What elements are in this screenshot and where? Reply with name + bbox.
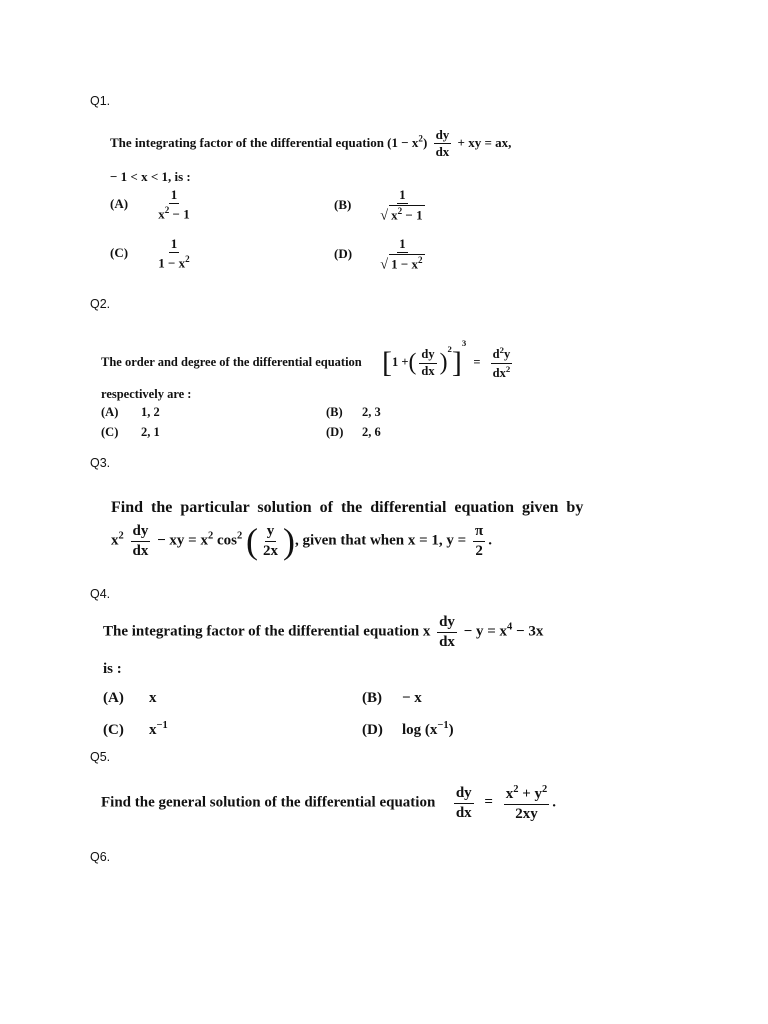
q3-dydx-fraction: $\frac{dy}{dx}$: [132, 523, 149, 559]
question-label-q4: Q4.: [90, 587, 111, 601]
q4-option-a: (A) x: [103, 690, 157, 706]
q1-range: − 1 < x < 1, is :: [110, 169, 191, 184]
q4-option-b: (B) − x: [362, 690, 422, 706]
q1-option-b-fraction: $\frac{1}{√ x^2 - 1}$: [380, 187, 423, 224]
q1-option-c: (C) $\frac{1}{1 - x^2}$: [110, 236, 190, 271]
question-label-q6: Q6.: [90, 850, 111, 864]
q5-dydx-fraction: $\frac{dy}{dx}$: [455, 785, 472, 821]
q4-dydx-fraction: $\frac{dy}{dx}$: [439, 614, 455, 650]
question-label-q2: Q2.: [90, 297, 111, 311]
q2-option-a: (A) 1, 2: [101, 405, 160, 419]
q2-dydx-fraction: $\frac{dy}{dx}$: [421, 346, 435, 378]
question-label-q5: Q5.: [90, 750, 111, 764]
q1-option-b: (B) $\frac{1}{√ x^2 - 1}$: [334, 188, 430, 224]
q1-option-d: (D) $\frac{1}{√ 1 - x^2}$: [334, 237, 430, 273]
q4-option-d: (D) $\log (x^{-1})$: [362, 720, 454, 738]
q2-option-b: (B) 2, 3: [326, 405, 381, 419]
question-label-q3: Q3.: [90, 456, 111, 470]
q1-option-a: (A) $\frac{1}{x^2 - 1}$: [110, 187, 190, 222]
q3-equation: $x^2$ $\frac{dy}{dx}$ − xy = $x^2$ $\cos^2$ ( $\frac{y}{2x}$ ), given that when x = 1, y = $\frac{\pi}{2}$ .: [111, 521, 492, 561]
question-label-q1: Q1.: [90, 94, 111, 108]
q2-option-c: (C) 2, 1: [101, 425, 160, 439]
q2-stem: The order and degree of the differential equation [1 +( $\frac{dy}{dx}$ )$^2$]$^3$ = $\frac{d^2y}{dx^2}$: [101, 338, 511, 380]
q1-option-d-fraction: $\frac{1}{√ 1 - x^2}$: [380, 236, 423, 273]
q1-option-a-fraction: $\frac{1}{x^2 - 1}$: [158, 187, 190, 222]
q4-option-c: (C) $x^{-1}$: [103, 720, 168, 738]
q1-dydx-fraction: $\frac{dy}{dx}$: [435, 127, 450, 160]
q4-is: is :: [103, 661, 122, 677]
q1-option-c-fraction: $\frac{1}{1 - x^2}$: [158, 236, 190, 271]
q5-stem: Find the general solution of the differential equation $\frac{dy}{dx}$ = $\frac{x^2 + y^2}{2xy}$ .: [101, 784, 557, 822]
q2-respectively: respectively are :: [101, 387, 192, 401]
q2-option-d: (D) 2, 6: [326, 425, 381, 439]
q5-rhs-fraction: $\frac{x^2 + y^2}{2xy}$: [505, 784, 548, 822]
q2-d2ydx2-fraction: $\frac{d^2y}{dx^2}$: [492, 344, 511, 380]
q4-stem: The integrating factor of the differential equation x $\frac{dy}{dx}$ − $y = x^4 - 3x$: [103, 614, 544, 650]
q3-pi-over-2-fraction: $\frac{\pi}{2}$: [474, 523, 484, 559]
q1-stem: The integrating factor of the differential equation $(1 - x^2)$ $\frac{dy}{dx}$ + xy = ax,: [110, 127, 512, 160]
q3-line1: Find the particular solution of the differential equation given by: [111, 499, 584, 516]
q3-y-over-2x-fraction: $\frac{y}{2x}$: [262, 523, 278, 559]
